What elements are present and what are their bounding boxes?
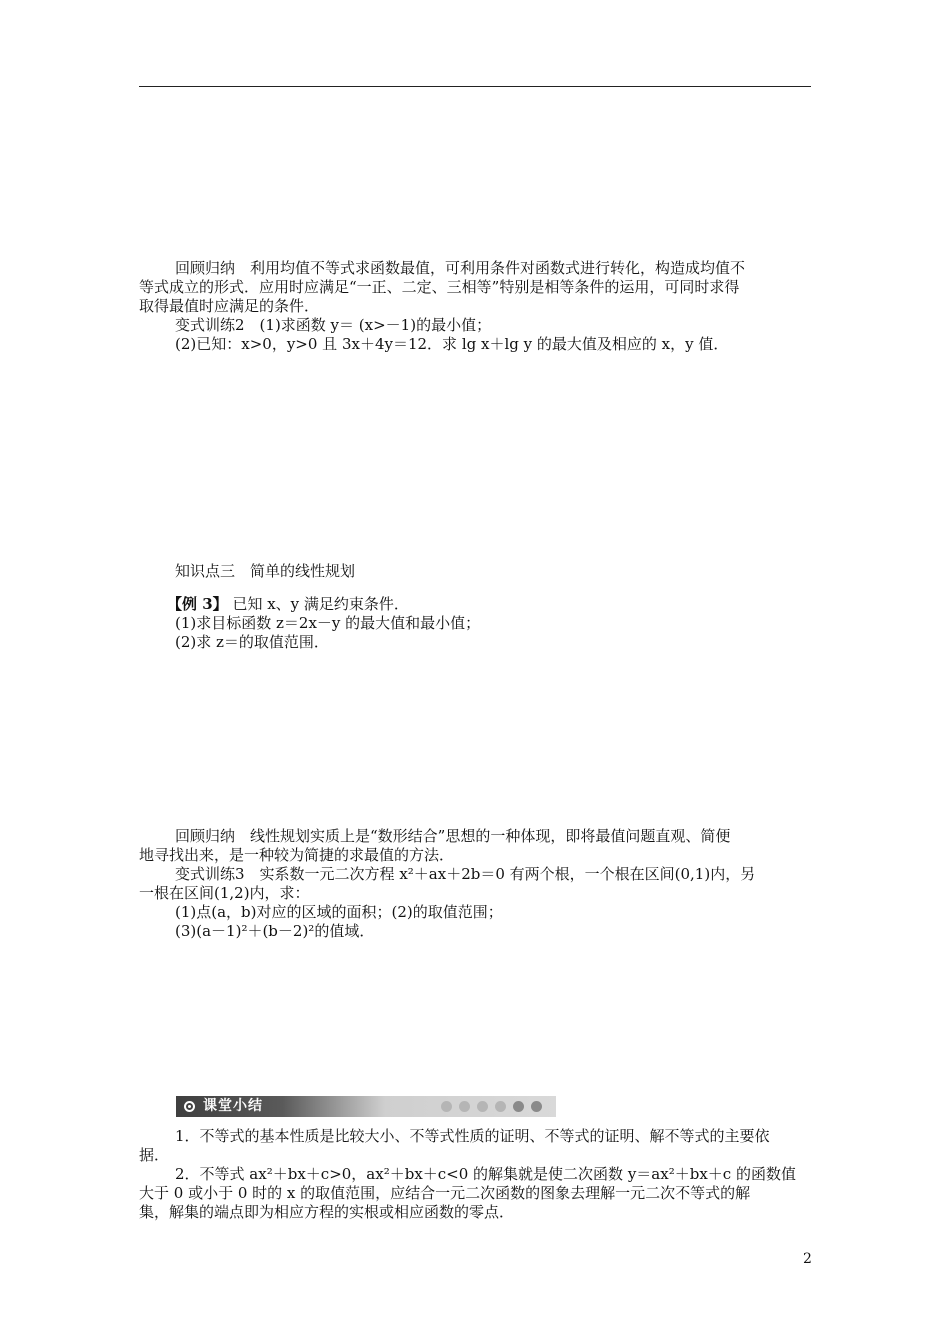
review2-line1: 回顾归纳 线性规划实质上是“数形结合”思想的一种体现，即将最值问题直观、简便 [175, 827, 731, 845]
review1-line2: 等式成立的形式．应用时应满足“一正、二定、三相等”特别是相等条件的运用，可同时求得 [139, 278, 740, 296]
exercise2-line1: 变式训练2 (1)求函数 y＝ (x>－1)的最小值； [175, 316, 492, 334]
review-summary-2 [139, 827, 811, 941]
dot-icon [513, 1101, 524, 1112]
exercise3-line4: (3)(a－1)²＋(b－2)²的值域． [175, 922, 375, 940]
page-number: 2 [803, 1251, 812, 1267]
summary-item1-line1: 1．不等式的基本性质是比较大小、不等式性质的证明、不等式的证明、解不等式的主要依 [175, 1127, 770, 1145]
summary-item2-line3: 集，解集的端点即为相应方程的实根或相应函数的零点． [139, 1203, 515, 1221]
decorative-dots [441, 1101, 542, 1112]
review2-line2: 地寻找出来，是一种较为简捷的求最值的方法． [139, 846, 455, 864]
header-rule [139, 86, 811, 87]
exercise3-line2: 一根在区间(1,2)内，求： [139, 884, 310, 902]
example3-line1: 已知 x、y 满足约束条件． [232, 595, 409, 613]
dot-icon [459, 1101, 470, 1112]
section-title: 知识点三 简单的线性规划 [175, 562, 356, 580]
dot-icon [477, 1101, 488, 1112]
bullet-circle-icon [184, 1101, 195, 1112]
dot-icon [495, 1101, 506, 1112]
class-summary-content [139, 1127, 811, 1222]
review1-line3: 取得最值时应满足的条件． [139, 297, 320, 315]
exercise2-line2: (2)已知：x>0，y>0 且 3x＋4y＝12．求 lg x＋lg y 的最大值及相应的 x，y 值． [175, 335, 729, 353]
review1-line1: 回顾归纳 利用均值不等式求函数最值，可利用条件对函数式进行转化，构造成均值不 [175, 259, 746, 277]
review-summary-1 [139, 259, 811, 354]
example3-label: 【例 3】 [167, 595, 228, 613]
example3-line2: (1)求目标函数 z＝2x－y 的最大值和最小值； [175, 614, 481, 632]
exercise3-line3: (1)点(a，b)对应的区域的面积；(2)的取值范围； [175, 903, 503, 921]
summary-item1-line2: 据． [139, 1146, 170, 1164]
dot-icon [441, 1101, 452, 1112]
summary-item2-line1: 2．不等式 ax²＋bx＋c>0，ax²＋bx＋c<0 的解集就是使二次函数 y＝ax²＋bx＋c 的函数值 [175, 1165, 796, 1183]
exercise3-line1: 变式训练3 实系数一元二次方程 x²＋ax＋2b＝0 有两个根，一个根在区间(0,1)内，另 [175, 865, 756, 883]
class-summary-badge [176, 1096, 556, 1117]
summary-item2-line2: 大于 0 或小于 0 时的 x 的取值范围，应结合一元二次函数的图象去理解一元二次不等式的解 [139, 1184, 751, 1202]
class-summary-label: 课堂小结 [203, 1098, 263, 1114]
dot-icon [531, 1101, 542, 1112]
example-3 [139, 595, 811, 652]
example3-line3: (2)求 z＝的取值范围． [175, 633, 329, 651]
